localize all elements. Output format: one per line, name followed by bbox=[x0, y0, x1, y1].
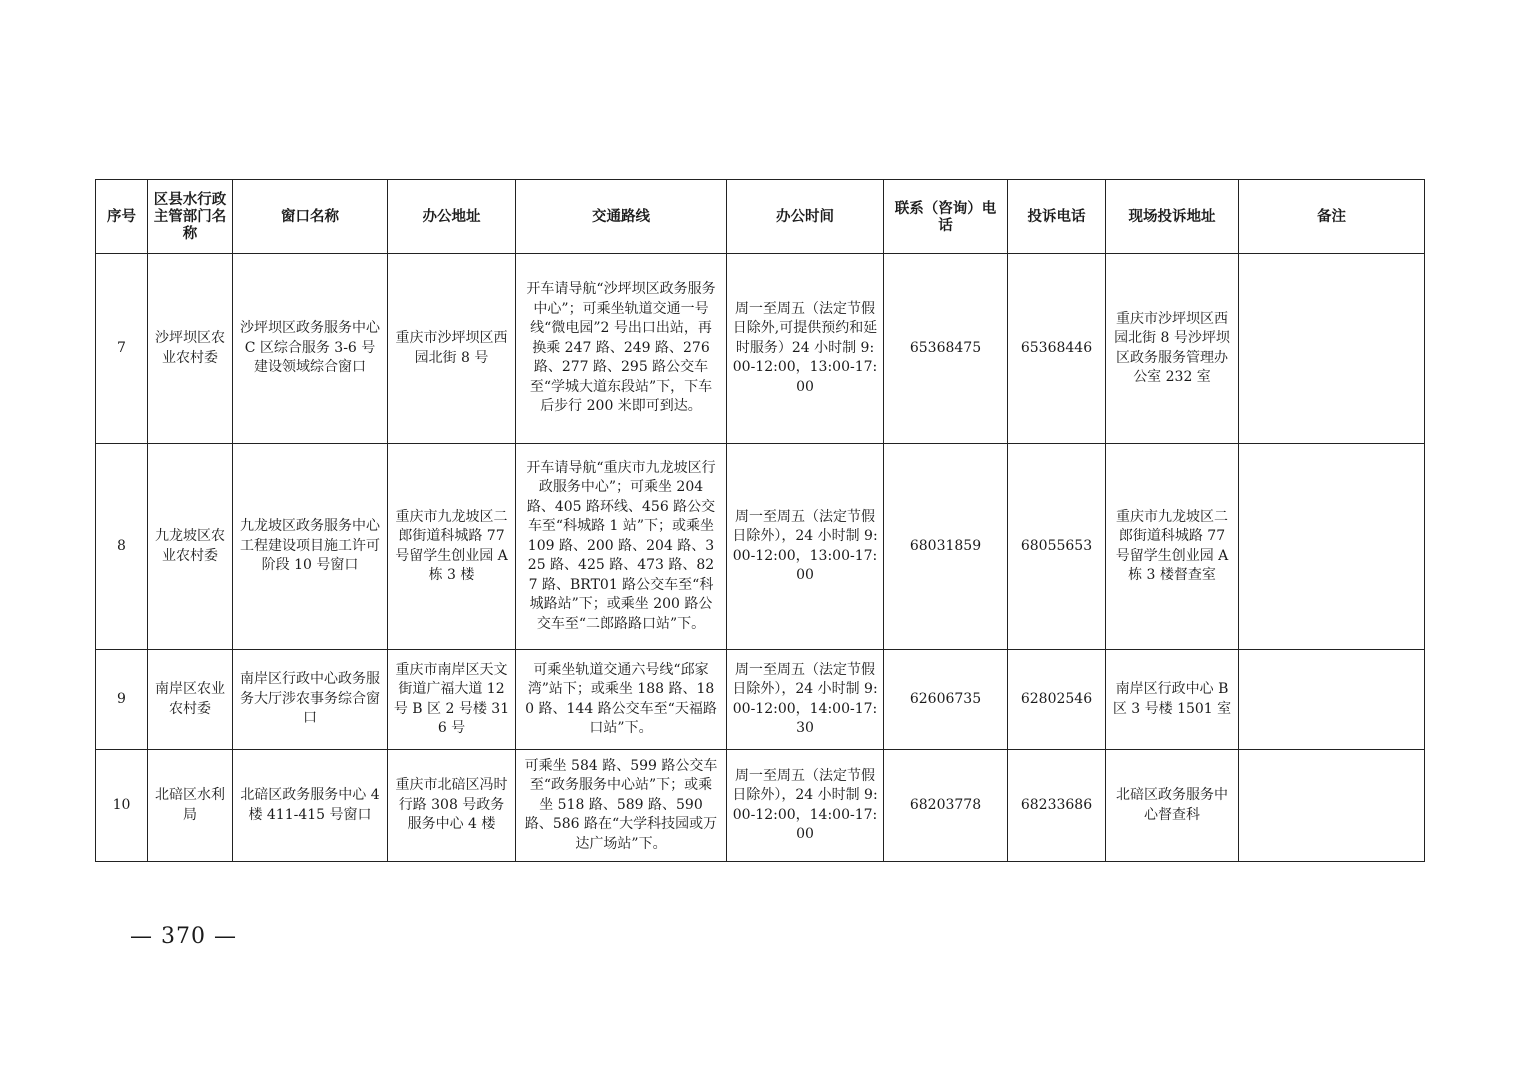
cell-route: 可乘坐轨道交通六号线“邱家湾”站下；或乘坐 188 路、180 路、144 路公交车至“天福路口站”下。 bbox=[516, 650, 727, 750]
table-row bbox=[96, 750, 1425, 862]
table-row bbox=[96, 650, 1425, 750]
cell-complaint-address: 南岸区行政中心 B 区 3 号楼 1501 室 bbox=[1106, 650, 1239, 750]
cell-address: 重庆市北碚区冯时行路 308 号政务服务中心 4 楼 bbox=[388, 750, 516, 862]
page-number: — 370 — bbox=[130, 924, 237, 949]
cell-seq: 8 bbox=[96, 444, 148, 650]
cell-address: 重庆市南岸区天文街道广福大道 12 号 B 区 2 号楼 316 号 bbox=[388, 650, 516, 750]
cell-window: 沙坪坝区政务服务中心 C 区综合服务 3-6 号建设领域综合窗口 bbox=[233, 254, 388, 444]
table-header-row bbox=[96, 180, 1425, 254]
service-window-table bbox=[95, 179, 1425, 862]
cell-seq: 9 bbox=[96, 650, 148, 750]
cell-complaint-phone: 68233686 bbox=[1008, 750, 1106, 862]
cell-window: 南岸区行政中心政务服务大厅涉农事务综合窗口 bbox=[233, 650, 388, 750]
cell-contact: 62606735 bbox=[884, 650, 1008, 750]
cell-window: 九龙坡区政务服务中心工程建设项目施工许可阶段 10 号窗口 bbox=[233, 444, 388, 650]
header-seq: 序号 bbox=[96, 180, 148, 254]
cell-hours: 周一至周五（法定节假日除外），24 小时制 9:00-12:00，13:00-17:00 bbox=[727, 444, 884, 650]
cell-dept: 南岸区农业农村委 bbox=[148, 650, 233, 750]
cell-dept: 九龙坡区农业农村委 bbox=[148, 444, 233, 650]
cell-complaint-address: 重庆市九龙坡区二郎街道科城路 77 号留学生创业园 A 栋 3 楼督查室 bbox=[1106, 444, 1239, 650]
cell-dept: 沙坪坝区农业农村委 bbox=[148, 254, 233, 444]
cell-route: 可乘坐 584 路、599 路公交车至“政务服务中心站”下；或乘坐 518 路、589 路、590 路、586 路在“大学科技园或万达广场站”下。 bbox=[516, 750, 727, 862]
table-row bbox=[96, 254, 1425, 444]
cell-notes bbox=[1239, 254, 1425, 444]
cell-notes bbox=[1239, 444, 1425, 650]
header-contact: 联系（咨询）电话 bbox=[884, 180, 1008, 254]
cell-dept: 北碚区水利局 bbox=[148, 750, 233, 862]
cell-contact: 68031859 bbox=[884, 444, 1008, 650]
header-notes: 备注 bbox=[1239, 180, 1425, 254]
header-complaint-phone: 投诉电话 bbox=[1008, 180, 1106, 254]
header-dept: 区县水行政主管部门名称 bbox=[148, 180, 233, 254]
header-complaint-address: 现场投诉地址 bbox=[1106, 180, 1239, 254]
cell-notes bbox=[1239, 750, 1425, 862]
header-window: 窗口名称 bbox=[233, 180, 388, 254]
cell-contact: 65368475 bbox=[884, 254, 1008, 444]
cell-address: 重庆市九龙坡区二郎街道科城路 77 号留学生创业园 A 栋 3 楼 bbox=[388, 444, 516, 650]
cell-complaint-address: 重庆市沙坪坝区西园北街 8 号沙坪坝区政务服务管理办公室 232 室 bbox=[1106, 254, 1239, 444]
cell-complaint-phone: 68055653 bbox=[1008, 444, 1106, 650]
header-address: 办公地址 bbox=[388, 180, 516, 254]
table-row bbox=[96, 444, 1425, 650]
header-hours: 办公时间 bbox=[727, 180, 884, 254]
cell-route: 开车请导航“沙坪坝区政务服务中心”；可乘坐轨道交通一号线“微电园”2 号出口出站，再换乘 247 路、249 路、276 路、277 路、295 路公交车至“学城大道东段站”下，下车后步行 200 米即可到达。 bbox=[516, 254, 727, 444]
cell-complaint-phone: 62802546 bbox=[1008, 650, 1106, 750]
cell-address: 重庆市沙坪坝区西园北街 8 号 bbox=[388, 254, 516, 444]
cell-complaint-phone: 65368446 bbox=[1008, 254, 1106, 444]
cell-complaint-address: 北碚区政务服务中心督查科 bbox=[1106, 750, 1239, 862]
cell-hours: 周一至周五（法定节假日除外），24 小时制 9:00-12:00，14:00-17:30 bbox=[727, 650, 884, 750]
cell-hours: 周一至周五（法定节假日除外,可提供预约和延时服务）24 小时制 9:00-12:00，13:00-17:00 bbox=[727, 254, 884, 444]
cell-route: 开车请导航“重庆市九龙坡区行政服务中心”；可乘坐 204 路、405 路环线、456 路公交车至“科城路 1 站”下；或乘坐 109 路、200 路、204 路、325 路、425 路、473 路、827 路、BRT01 路公交车至“科城路站”下；或乘坐 200 路公交车至“二郎路路口站”下。 bbox=[516, 444, 727, 650]
cell-notes bbox=[1239, 650, 1425, 750]
cell-seq: 7 bbox=[96, 254, 148, 444]
header-route: 交通路线 bbox=[516, 180, 727, 254]
cell-hours: 周一至周五（法定节假日除外），24 小时制 9:00-12:00，14:00-17:00 bbox=[727, 750, 884, 862]
cell-seq: 10 bbox=[96, 750, 148, 862]
cell-contact: 68203778 bbox=[884, 750, 1008, 862]
cell-window: 北碚区政务服务中心 4 楼 411-415 号窗口 bbox=[233, 750, 388, 862]
